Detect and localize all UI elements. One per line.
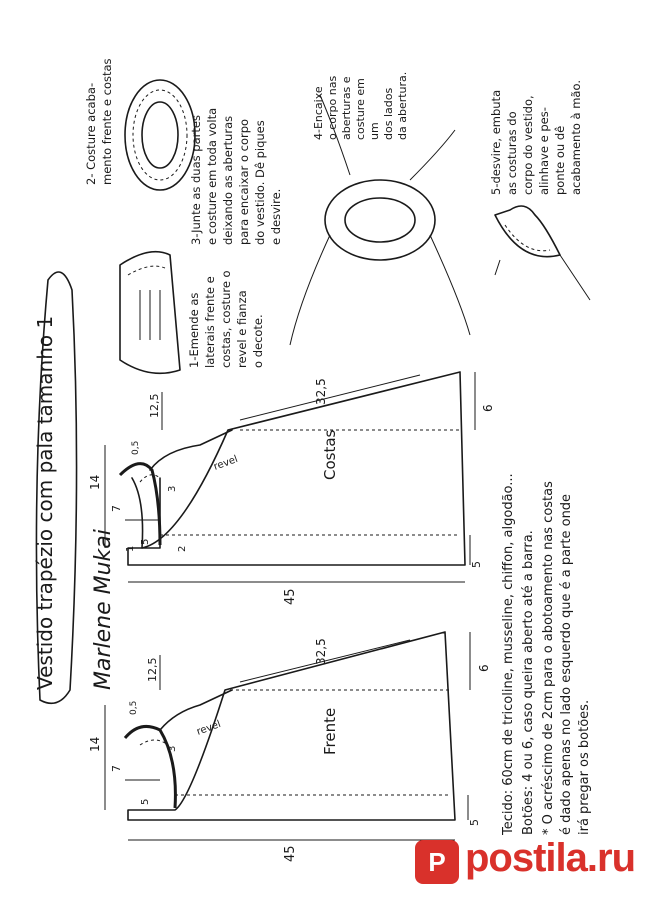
front-m-5b: 5: [468, 819, 481, 826]
front-m-14: 14: [88, 736, 102, 752]
back-facing-label: revel: [212, 453, 240, 473]
front-m-7: 7: [110, 765, 123, 772]
back-m-14: 14: [88, 474, 102, 490]
step1-line2: laterais frente e: [203, 276, 217, 368]
back-m-125: 12,5: [148, 393, 161, 418]
step3-line2: e costure em toda volta: [205, 107, 219, 245]
note-buttons: Botões: 4 ou 6, caso queira aberto até a barra.: [521, 530, 536, 835]
back-m-325: 32,5: [314, 378, 328, 405]
step5-line2: as costuras do: [505, 111, 519, 195]
step5-line3: corpo do vestido,: [521, 95, 535, 195]
step5-stitch: [505, 225, 550, 251]
front-m-325: 32,5: [314, 638, 328, 665]
step2-inner-ring: [142, 102, 178, 168]
step3-line4: para encaixar o corpo: [237, 118, 251, 245]
postila-logo-icon: P: [415, 840, 459, 884]
step1-line3: costas, costure o: [219, 270, 233, 368]
back-dim-325: [240, 375, 420, 420]
front-facing-shoulder: [160, 690, 232, 730]
step2-line2: mento frente e costas: [100, 58, 114, 185]
step4-line3: aberturas e: [340, 76, 353, 140]
svg-text:2- Costure acaba-mento frente: [84, 58, 114, 185]
front-m-45: 45: [283, 845, 298, 862]
svg-text:4-Encaixeo corpo nasaberturas: [312, 72, 409, 140]
front-piece: [88, 632, 491, 862]
front-outline: [128, 632, 455, 820]
step4-line4: costure em: [354, 78, 367, 140]
step1-gathers: [140, 290, 160, 340]
postila-wordmark: postila.ru: [465, 836, 636, 880]
step5-sketch: [495, 206, 590, 300]
signature: Marlene Mukai: [91, 529, 116, 690]
front-m-3: 3: [167, 745, 178, 752]
svg-text:5-desvire, embutaas costuras d: [489, 80, 583, 195]
back-m-45: 45: [283, 588, 298, 605]
front-facing-neck: [125, 726, 175, 808]
back-piece: [88, 372, 495, 605]
back-m-5: 5: [140, 538, 151, 545]
step4-inner-ring: [345, 198, 415, 242]
note-extra-1: * O acréscimo de 2cm para o abotoamento nas costas: [541, 481, 556, 835]
note-extra-2: é dado apenas no lado esquerdo que é a parte onde: [559, 493, 574, 835]
front-facing-stitch: [140, 740, 168, 745]
step3-line1: 3-Junte as duas partes: [189, 115, 203, 245]
back-label: Costas: [321, 429, 339, 480]
step4-line1: 4-Encaixe: [312, 86, 325, 140]
back-facing-stitch: [140, 475, 160, 482]
step2-text: [84, 58, 114, 185]
step3-line5: do vestido. Dê piques: [253, 120, 267, 245]
front-m-6: 6: [477, 664, 491, 672]
step3-line3: deixando as aberturas: [221, 115, 235, 245]
step5-line5: ponte ou dê: [553, 125, 567, 195]
front-label: Frente: [321, 707, 339, 755]
step1-line5: o decote.: [251, 314, 265, 368]
notes-block: [501, 473, 592, 836]
step5-text: [489, 80, 583, 195]
svg-text:Tecido: 60cm de tricoline, mus: [501, 473, 592, 836]
step2-line1: 2- Costure acaba-: [84, 82, 98, 185]
step5-neckline: [495, 206, 560, 257]
postila-watermark: [415, 836, 655, 896]
step2-stitch: [133, 90, 187, 180]
back-m-6: 6: [481, 404, 495, 412]
step2-sketch: [125, 80, 195, 190]
step5-lines: [495, 255, 590, 300]
back-outline: [128, 372, 465, 565]
step3-line6: e desvire.: [269, 188, 283, 245]
front-m-05: 0,5: [129, 700, 139, 715]
back-m-2: 2: [177, 545, 188, 552]
step3-text: [189, 108, 283, 245]
svg-text:3-Junte as duas partese costur: [189, 108, 283, 245]
step1-text: [187, 270, 265, 368]
back-m-1: 1: [125, 545, 136, 552]
front-facing-label: revel: [195, 718, 223, 738]
step4-line7: da abertura.: [396, 71, 409, 140]
front-m-125: 12,5: [146, 657, 159, 682]
back-m-05: 0,5: [131, 440, 141, 455]
step4-outer-ring: [325, 180, 435, 260]
signature-group: [91, 529, 116, 690]
step1-line1: 1-Emende as: [187, 292, 201, 368]
svg-text:1-Emende aslaterais frente eco: [187, 270, 265, 368]
step4-line2: o corpo nas: [326, 75, 339, 140]
note-fabric: Tecido: 60cm de tricoline, musseline, chiffon, algodão...: [501, 473, 516, 835]
step1-stitch: [128, 266, 165, 275]
step1-line4: revel e fianza: [235, 290, 249, 368]
step5-line6: acabamento à mão.: [569, 80, 583, 195]
note-extra-3: irá pregar os botões.: [577, 699, 592, 835]
pattern-title: Vestido trapézio com pala tamanho 1: [33, 315, 57, 690]
step4-line6: dos lados: [382, 87, 395, 140]
back-m-7: 7: [110, 505, 123, 512]
step5-line1: 5-desvire, embuta: [489, 89, 503, 195]
back-m-3: 3: [167, 485, 178, 492]
step2-outer-ring: [125, 80, 195, 190]
step4-text: [312, 72, 409, 140]
step5-line4: alinhave e pes-: [537, 107, 551, 195]
step1-sketch: [120, 252, 180, 374]
front-m-5: 5: [140, 798, 151, 805]
step4-line5: um: [368, 122, 381, 140]
back-m-5b: 5: [470, 561, 483, 568]
